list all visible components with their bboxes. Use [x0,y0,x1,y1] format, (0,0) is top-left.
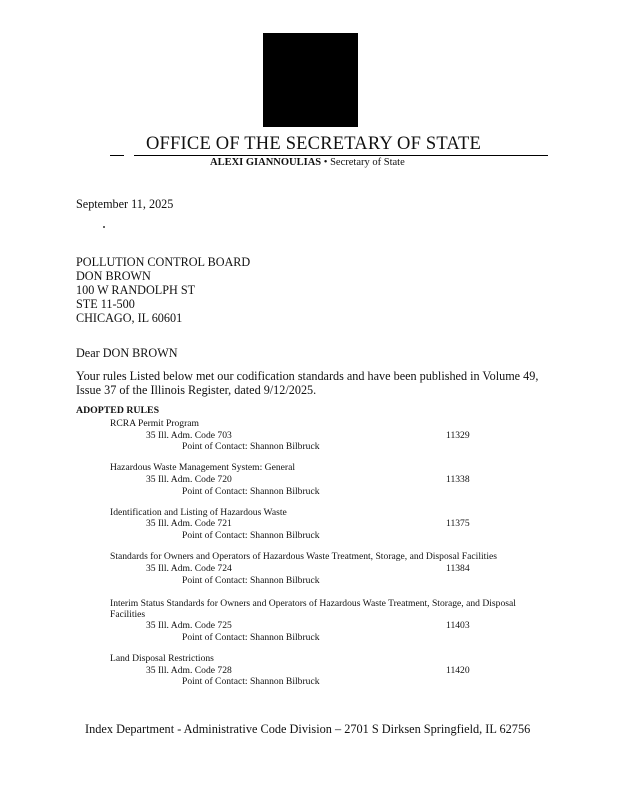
address-line: 100 W RANDOLPH ST [76,283,196,297]
body-line: Your rules Listed below met our codification standards and have been published in Volume 49, [76,369,539,383]
rule-page: 11420 [446,665,470,676]
address-line: DON BROWN [76,269,151,283]
official-name: ALEXI GIANNOULIAS [210,157,322,168]
rule-contact: Point of Contact: Shannon Bilbruck [182,575,320,586]
official-title: Secretary of State [330,157,405,168]
body-line: Issue 37 of the Illinois Register, dated 9/12/2025. [76,383,317,397]
section-heading: ADOPTED RULES [76,405,160,416]
rule-contact: Point of Contact: Shannon Bilbruck [182,530,320,541]
rule-page: 11375 [446,518,470,529]
rule-title: Identification and Listing of Hazardous Waste [110,507,287,518]
rule-page: 11403 [446,620,470,631]
footer-address: Index Department - Administrative Code Division – 2701 S Dirksen Springfield, IL 62756 [85,722,531,736]
rule-contact: Point of Contact: Shannon Bilbruck [182,486,320,497]
office-title: OFFICE OF THE SECRETARY OF STATE [146,134,481,154]
rule-code: 35 Ill. Adm. Code 724 [146,563,232,574]
separator: • [321,157,331,168]
header-rule [134,155,548,156]
rule-title: Standards for Owners and Operators of Hazardous Waste Treatment, Storage, and Disposal Facilities [110,551,497,562]
rule-code: 35 Ill. Adm. Code 725 [146,620,232,631]
rule-title: Interim Status Standards for Owners and Operators of Hazardous Waste Treatment, Storage, and Disposal [110,598,516,609]
rule-contact: Point of Contact: Shannon Bilbruck [182,441,320,452]
rule-code: 35 Ill. Adm. Code 721 [146,518,232,529]
header-rule-short [110,155,124,156]
rule-page: 11329 [446,430,470,441]
address-line: STE 11-500 [76,297,135,311]
rule-code: 35 Ill. Adm. Code 703 [146,430,232,441]
rule-contact: Point of Contact: Shannon Bilbruck [182,632,320,643]
letter-date: September 11, 2025 [76,197,174,211]
rule-page: 11384 [446,563,470,574]
rule-title: Hazardous Waste Management System: General [110,462,296,473]
rule-contact: Point of Contact: Shannon Bilbruck [182,676,320,687]
address-line: CHICAGO, IL 60601 [76,311,183,325]
official-line [210,157,405,168]
rule-title: RCRA Permit Program [110,418,200,429]
state-seal [263,33,358,127]
address-line: POLLUTION CONTROL BOARD [76,255,251,269]
stray-mark [103,226,105,228]
rule-title-continued: Facilities [110,609,146,620]
salutation: Dear DON BROWN [76,346,178,360]
rule-page: 11338 [446,474,470,485]
rule-title: Land Disposal Restrictions [110,653,214,664]
rule-code: 35 Ill. Adm. Code 728 [146,665,232,676]
rule-code: 35 Ill. Adm. Code 720 [146,474,232,485]
